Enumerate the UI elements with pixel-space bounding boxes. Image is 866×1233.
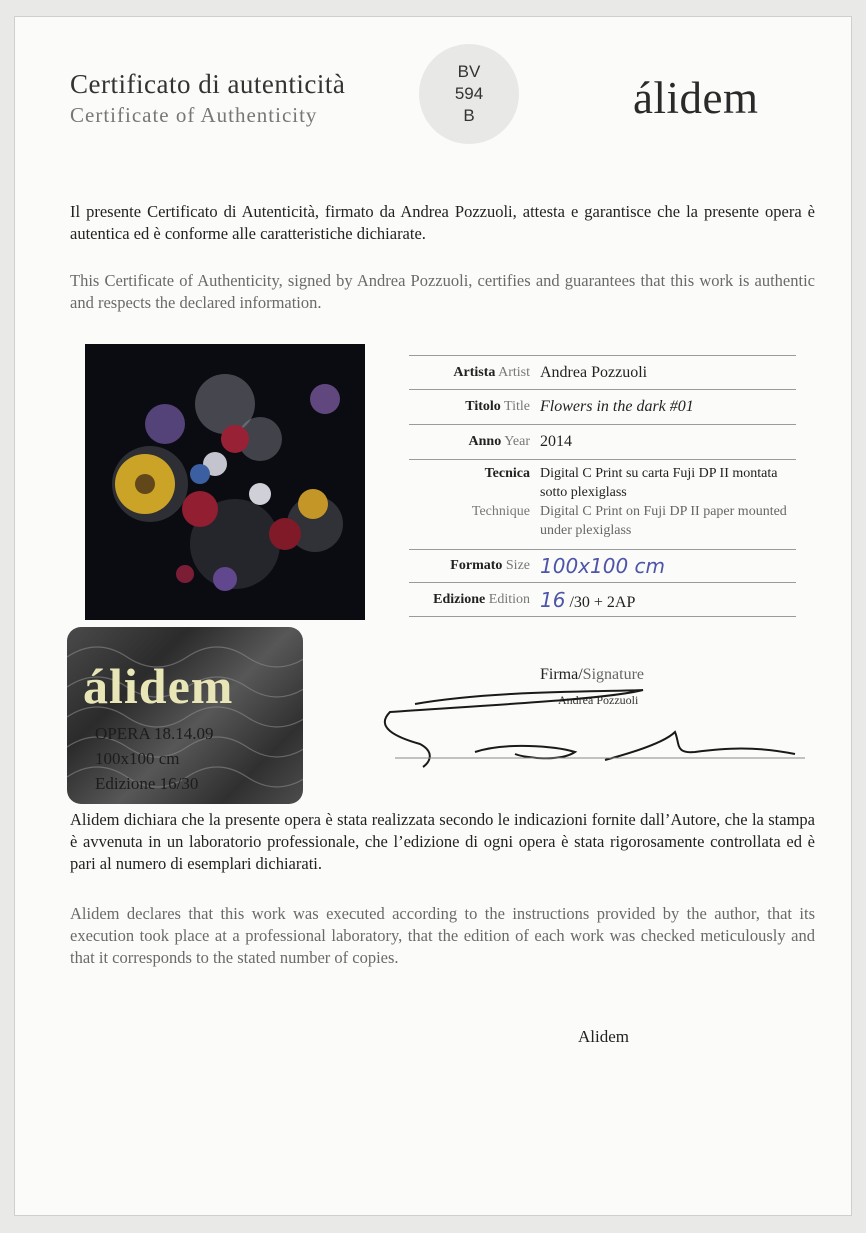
label-technique: Tecnica Technique (471, 466, 530, 519)
artwork-details-table (409, 355, 796, 617)
signature-printed-name: Andrea Pozzuoli (558, 693, 639, 707)
value-edition (540, 588, 796, 612)
value-technique (540, 464, 796, 549)
certificate-sheet (14, 16, 852, 1216)
technique-italian: Digital C Print su carta Fuji DP II montata sotto plexiglass (540, 466, 778, 500)
edition-number-handwritten: 16 (540, 587, 566, 612)
hologram-logo: álidem (83, 658, 234, 714)
handwritten-signature (375, 682, 805, 777)
row-edition (409, 582, 796, 617)
row-year (409, 424, 796, 459)
label-edition: Edizione Edition (433, 591, 530, 607)
code-line-2: 594 (454, 84, 484, 103)
hologram-line-3: Edizione 16/30 (95, 774, 199, 793)
title-english: Certificate of Authenticity (70, 103, 318, 127)
value-title: Flowers in the dark #01 (540, 398, 694, 415)
technique-english: Digital C Print on Fuji DP II paper mounted under plexiglass (540, 504, 787, 538)
declaration-italian: Alidem dichiara che la presente opera è stata realizzata secondo le indicazioni fornite dall’Autore, che la stampa è avvenuta in un laboratorio professionale, che l’edizione di ogni opera è stata rigorosamente controllata ed è pari al numero di esemplari dichiarati. (70, 810, 815, 873)
value-year: 2014 (540, 433, 572, 450)
intro-english: This Certificate of Authenticity, signed by Andrea Pozzuoli, certifies and guarantees that this work is authentic and respects the declared information. (70, 271, 815, 312)
hologram-seal (67, 627, 303, 804)
value-artist: Andrea Pozzuoli (540, 363, 648, 381)
label-artist: Artista Artist (453, 364, 530, 380)
code-line-1: BV (457, 62, 481, 81)
declaration-english: Alidem declares that this work was executed according to the instructions provided by the author, that its execution took place at a professional laboratory, that the edition of each work was checked meticulously and that it corresponds to the stated number of copies. (70, 904, 815, 967)
label-title: Titolo Title (465, 399, 530, 414)
signature-label: Firma/Signature (540, 666, 644, 683)
title-italian: Certificato di autenticità (70, 69, 346, 99)
label-year: Anno Year (468, 434, 530, 449)
row-artist (409, 355, 796, 389)
intro-italian: Il presente Certificato di Autenticità, firmato da Andrea Pozzuoli, attesta e garantisce che la presente opera è autentica ed è conforme alle caratteristiche dichiarate. (70, 202, 815, 243)
value-size-handwritten: 100x100 cm (540, 554, 666, 578)
label-size: Formato Size (450, 558, 530, 573)
code-line-3: B (463, 106, 475, 125)
hologram-line-1: OPERA 18.14.09 (95, 724, 214, 743)
certificate-code-badge (419, 44, 519, 144)
artwork-photo (85, 344, 365, 620)
hologram-line-2: 100x100 cm (95, 749, 180, 768)
alidem-logo: álidem (633, 73, 759, 123)
row-size (409, 549, 796, 582)
edition-total: /30 + 2AP (569, 593, 636, 611)
row-title (409, 389, 796, 424)
row-technique (409, 459, 796, 549)
closing-signature-alidem: Alidem (578, 1027, 629, 1046)
